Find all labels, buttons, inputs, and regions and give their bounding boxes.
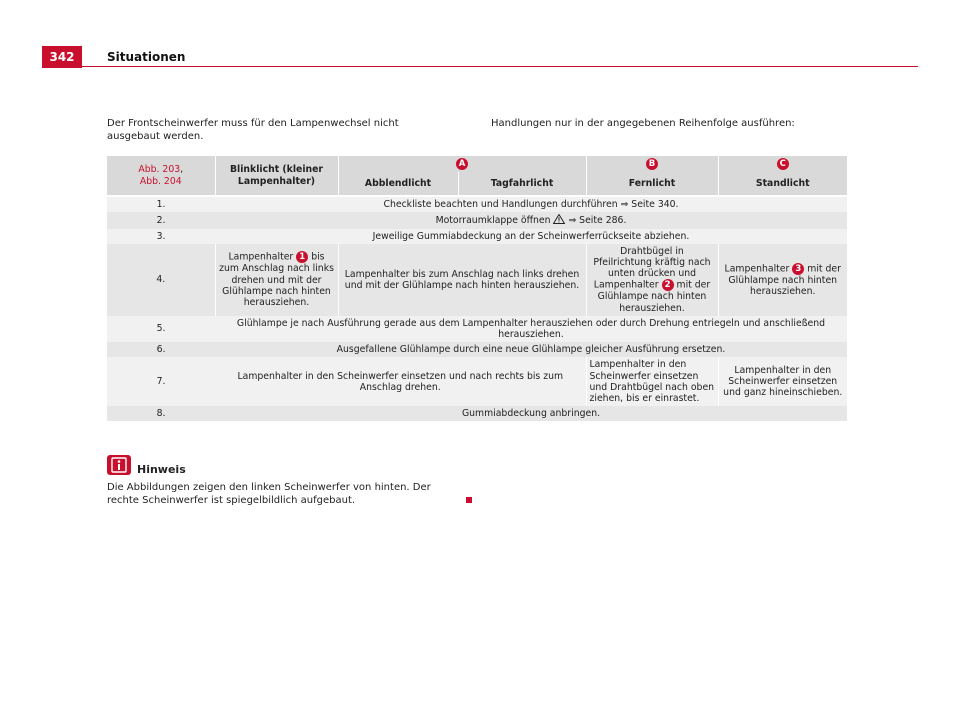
figure-ref-sep: ,	[180, 164, 184, 176]
step-text	[215, 212, 847, 228]
section-title: Situationen	[107, 50, 186, 64]
table-row	[107, 406, 847, 421]
step-text-ref: ⇒ Seite 286.	[568, 215, 627, 227]
title-rule	[42, 66, 918, 67]
table-row	[107, 342, 847, 357]
col-header-fernlicht: Fernlicht	[586, 172, 718, 195]
figure-ref-cell	[107, 156, 215, 195]
note-title: Hinweis	[137, 463, 186, 476]
step-number: 6.	[156, 344, 166, 356]
group-b-marker: B	[646, 158, 658, 170]
steps-table	[107, 156, 847, 421]
step-number: 4.	[156, 274, 166, 286]
group-a-header	[338, 156, 586, 172]
table-header-row-1	[107, 156, 847, 172]
group-b-header	[586, 156, 718, 172]
intro-left: Der Frontscheinwerfer muss für den Lampenwechsel nicht ausgebaut werden.	[107, 118, 399, 142]
step-text-fernlicht: Drahtbügel in Pfeilrichtung kräftig nach unten drücken und Lampenhalter 2 mit der Glühlampe nach hinten herausziehen.	[586, 244, 718, 316]
info-book-icon	[107, 455, 131, 475]
warning-icon	[553, 214, 565, 224]
step-text-blinklicht: Lampenhalter 1 bis zum Anschlag nach links drehen und mit der Glühlampe nach hinten herausziehen.	[215, 244, 338, 316]
position-marker-2: 2	[662, 279, 674, 291]
step-text-fernlicht: Lampenhalter in den Scheinwerfer einsetzen und Drahtbügel nach oben ziehen, bis er einrastet.	[586, 357, 718, 406]
step-text: Ausgefallene Glühlampe durch eine neue Glühlampe gleicher Ausführung ersetzen.	[336, 344, 726, 356]
step-text-abblend-tagfahr: Lampenhalter bis zum Anschlag nach links drehen und mit der Glühlampe nach hinten herausziehen.	[338, 244, 586, 316]
figure-ref-1: Abb. 203	[138, 164, 181, 176]
col-header-blinklicht: Blinklicht (kleiner Lampenhalter)	[215, 156, 338, 195]
group-c-marker: C	[777, 158, 789, 170]
step-number: 1.	[156, 199, 166, 211]
step-number: 2.	[156, 214, 166, 226]
note-text: Die Abbildungen zeigen den linken Scheinwerfer von hinten. Der rechte Scheinwerfer ist spiegelbildlich aufgebaut.	[107, 482, 431, 506]
step-text-standlicht: Lampenhalter in den Scheinwerfer einsetzen und ganz hineinschieben.	[718, 357, 847, 406]
table-row	[107, 244, 847, 316]
step-text-part: Motorraumklappe öffnen	[435, 215, 551, 227]
group-a-marker: A	[456, 158, 468, 170]
step-text: Glühlampe je nach Ausführung gerade aus dem Lampenhalter herausziehen oder durch Drehung entriegeln und anschließend herausziehen.	[236, 317, 826, 341]
col-header-standlicht: Standlicht	[718, 172, 847, 195]
col-header-tagfahrlicht: Tagfahrlicht	[458, 172, 586, 195]
table-row	[107, 212, 847, 228]
table-row	[107, 229, 847, 244]
figure-ref-2: Abb. 204	[139, 175, 182, 187]
section-end-marker	[466, 497, 472, 503]
table-row	[107, 197, 847, 212]
step-text: Checkliste beachten und Handlungen durchführen ⇒ Seite 340.	[383, 199, 679, 211]
col-header-abblendlicht: Abblendlicht	[338, 172, 458, 195]
position-marker-3: 3	[792, 263, 804, 275]
step-text: Gummiabdeckung anbringen.	[461, 408, 601, 420]
step-text-blink-abblend-tagfahr: Lampenhalter in den Scheinwerfer einsetzen und nach rechts bis zum Anschlag drehen.	[237, 370, 564, 393]
step-number: 3.	[156, 230, 166, 242]
step-text: Jeweilige Gummiabdeckung an der Scheinwerferrückseite abziehen.	[372, 230, 690, 242]
step-text-standlicht: Lampenhalter 3 mit der Glühlampe nach hinten herausziehen.	[718, 244, 847, 316]
step-number: 5.	[156, 323, 166, 335]
step-number: 7.	[156, 376, 166, 388]
position-marker-1: 1	[296, 251, 308, 263]
table-row	[107, 357, 847, 406]
group-c-header	[718, 156, 847, 172]
step-number: 8.	[156, 408, 166, 420]
intro-right: Handlungen nur in der angegebenen Reihenfolge ausführen:	[491, 118, 795, 129]
table-row	[107, 316, 847, 342]
page-number: 342	[42, 46, 82, 68]
